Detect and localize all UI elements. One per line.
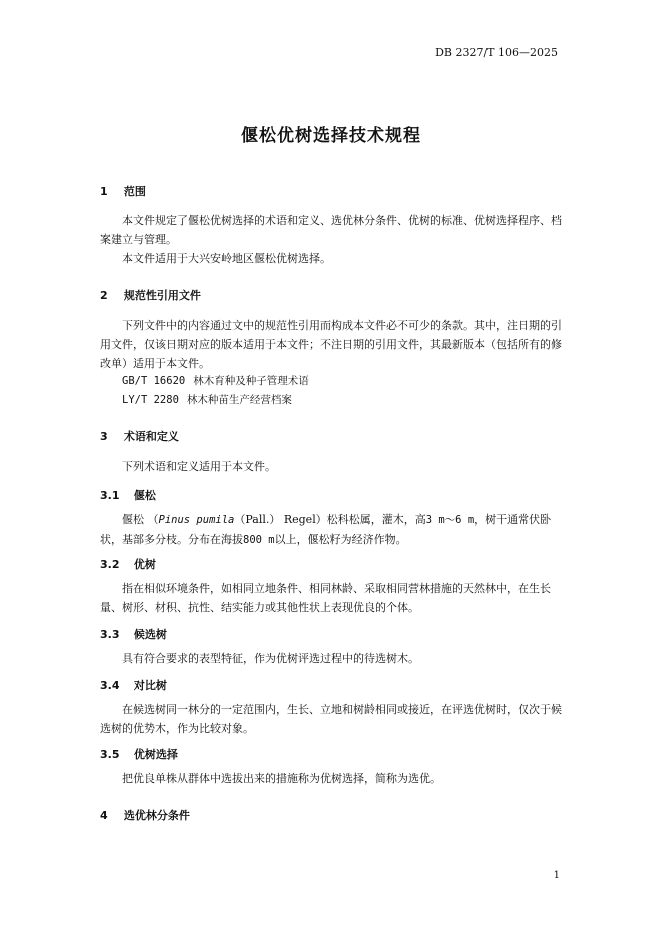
text-run: （Pall.） Regel）松科松属，灌木，高 <box>234 513 426 526</box>
paragraph: 本文件规定了偃松优树选择的术语和定义、选优林分条件、优树的标准、优树选择程序、档案建立与管理。 <box>100 214 562 246</box>
subsection-heading-3-4 <box>100 677 167 693</box>
measure-value: 3 m～6 m <box>425 514 475 526</box>
section-title: 范围 <box>123 185 146 198</box>
subsection-title: 候选树 <box>133 628 167 641</box>
reference-title: 林木种苗生产经营档案 <box>186 394 292 406</box>
reference-item <box>122 392 292 407</box>
section-heading-3 <box>100 428 179 444</box>
text-run: 偃松 （ <box>122 513 159 526</box>
subsection-heading-3-2 <box>100 556 156 572</box>
subsection-number: 3.3 <box>100 628 120 641</box>
text-run: 以上，偃松籽为经济作物。 <box>274 533 407 546</box>
section-number: 4 <box>100 809 108 822</box>
subsection-number: 3.2 <box>100 558 120 571</box>
measure-value: 800 m <box>243 534 275 546</box>
subsection-heading-3-5 <box>100 746 178 762</box>
subsection-number: 3.4 <box>100 679 120 692</box>
subsection-title: 偃松 <box>133 489 156 502</box>
subsection-number: 3.1 <box>100 489 120 502</box>
section-heading-1 <box>100 183 146 199</box>
paragraph: 本文件适用于大兴安岭地区偃松优树选择。 <box>122 252 331 265</box>
section-heading-4 <box>100 807 190 823</box>
subsection-title: 对比树 <box>133 679 167 692</box>
section-heading-2 <box>100 287 201 303</box>
subsection-heading-3-1 <box>100 487 156 503</box>
page-number: 1 <box>553 870 560 881</box>
paragraph: 在候选树同一林分的一定范围内，生长、立地和树龄相同或接近，在评选优树时，仅次于候选树的优势木，作为比较对象。 <box>100 703 562 735</box>
reference-title: 林木育种及种子管理术语 <box>193 375 309 387</box>
section-number: 1 <box>100 185 108 198</box>
paragraph: 具有符合要求的表型特征，作为优树评选过程中的待选树木。 <box>122 652 419 665</box>
section-title: 规范性引用文件 <box>123 289 201 302</box>
reference-item <box>122 373 309 388</box>
paragraph: 把优良单株从群体中选拔出来的措施称为优树选择，简称为选优。 <box>122 772 441 785</box>
document-title: 偃松优树选择技术规程 <box>241 126 421 146</box>
section-title: 选优林分条件 <box>123 809 190 822</box>
subsection-title: 优树 <box>133 558 156 571</box>
subsection-heading-3-3 <box>100 626 167 642</box>
paragraph: 指在相似环境条件，如相同立地条件、相同林龄、采取相同营林措施的天然林中，在生长量、树形、材积、抗性、结实能力或其他性状上表现优良的个体。 <box>100 582 551 614</box>
subsection-number: 3.5 <box>100 748 120 761</box>
subsection-title: 优树选择 <box>133 748 178 761</box>
paragraph <box>100 510 562 550</box>
section-title: 术语和定义 <box>123 430 179 443</box>
paragraph: 下列术语和定义适用于本文件。 <box>122 460 276 473</box>
paragraph: 下列文件中的内容通过文中的规范性引用而构成本文件必不可少的条款。其中，注日期的引用文件，仅该日期对应的版本适用于本文件；不注日期的引用文件，其最新版本（包括所有的修改单）适用于本文件。 <box>100 319 562 370</box>
text-run: ，树干通常伏卧状，基部多分枝。分布在海拔 <box>100 513 552 546</box>
reference-code: LY/T 2280 <box>122 394 179 406</box>
standard-code: DB 2327/T 106—2025 <box>435 46 558 59</box>
section-number: 2 <box>100 289 108 302</box>
section-number: 3 <box>100 430 108 443</box>
latin-name: Pinus pumila <box>158 514 235 526</box>
reference-code: GB/T 16620 <box>122 375 186 387</box>
